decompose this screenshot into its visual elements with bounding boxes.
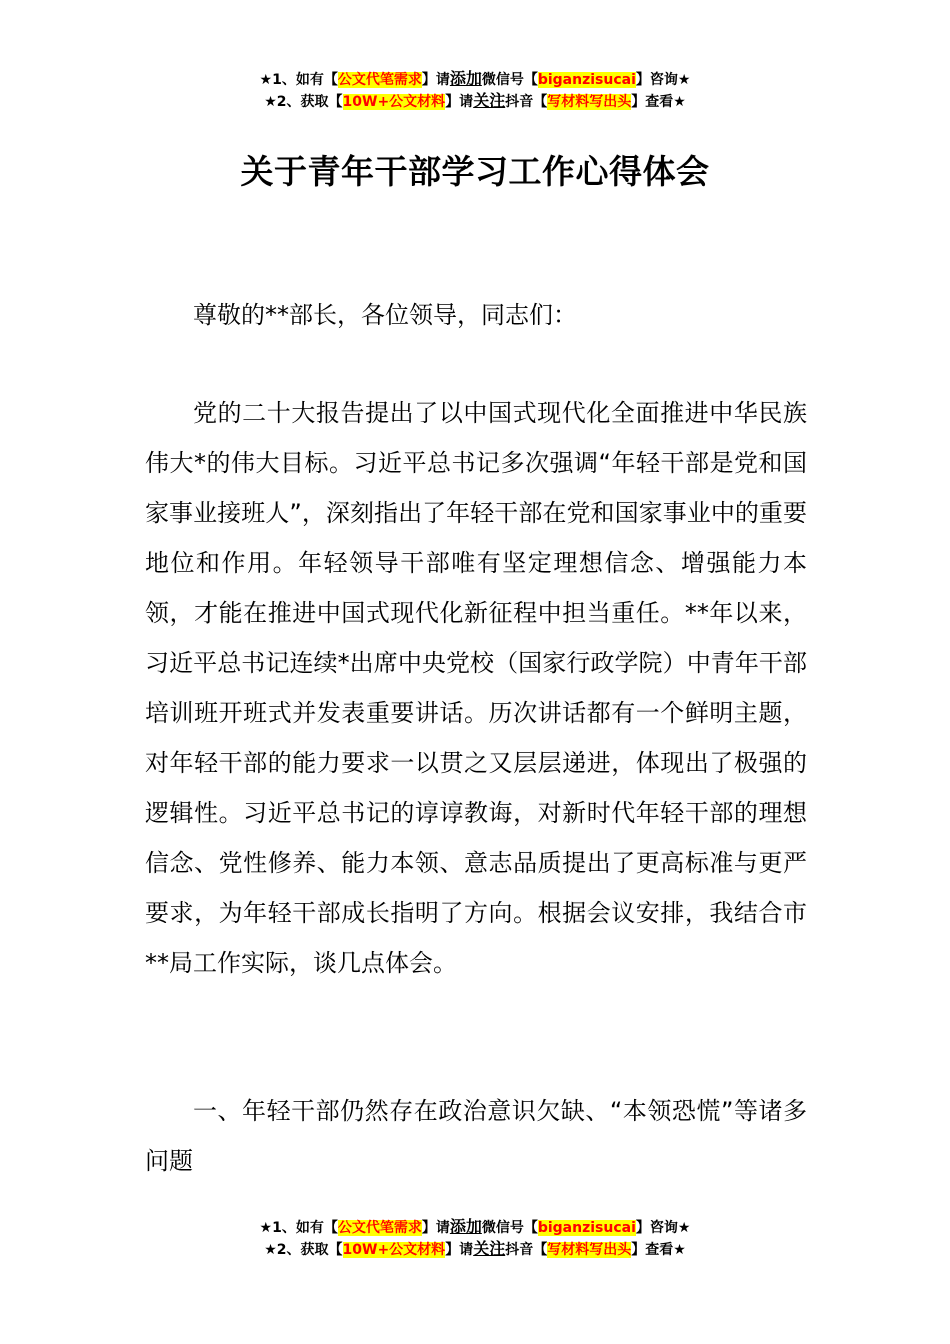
banner-underline: 关注	[473, 91, 506, 110]
banner-text: 抖音【	[505, 1242, 548, 1258]
banner-highlight: 公文代笔需求	[337, 72, 422, 88]
bottom-banner	[0, 1216, 950, 1260]
banner-line-1	[0, 1216, 950, 1238]
salutation-text: 尊敬的**部长，各位领导，同志们：	[193, 301, 577, 329]
banner-line-2	[0, 90, 950, 112]
paragraph-1	[145, 388, 807, 988]
banner-text: 】请	[445, 94, 474, 110]
banner-underline: 关注	[473, 1239, 506, 1258]
banner-text: ★2、获取【	[264, 94, 343, 110]
banner-highlight: 写材料写出头	[547, 94, 632, 110]
banner-text: 】查看★	[631, 94, 686, 110]
banner-highlight: biganzisucai	[537, 72, 636, 88]
banner-text: 】请	[421, 1220, 450, 1236]
banner-highlight: 10W+公文材料	[342, 1242, 446, 1258]
banner-text: 】咨询★	[635, 72, 691, 88]
banner-text: 微信号【	[481, 72, 538, 88]
section-heading-1	[145, 1086, 807, 1186]
banner-text: 】咨询★	[635, 1220, 691, 1236]
banner-text: ★1、如有【	[259, 72, 338, 88]
banner-highlight: 公文代笔需求	[337, 1220, 422, 1236]
banner-text: ★2、获取【	[264, 1242, 343, 1258]
banner-underline: 添加	[449, 69, 482, 88]
banner-text: 】请	[445, 1242, 474, 1258]
salutation	[145, 290, 807, 340]
banner-highlight: 写材料写出头	[547, 1242, 632, 1258]
banner-highlight: 10W+公文材料	[342, 94, 446, 110]
banner-text: 】查看★	[631, 1242, 686, 1258]
top-banner	[0, 68, 950, 112]
banner-text: 】请	[421, 72, 450, 88]
banner-text: 抖音【	[505, 94, 548, 110]
banner-line-1	[0, 68, 950, 90]
banner-text: 微信号【	[481, 1220, 538, 1236]
section-heading-text: 一、年轻干部仍然存在政治意识欠缺、“本领恐慌”等诸多问题	[145, 1097, 807, 1175]
paragraph-text: 党的二十大报告提出了以中国式现代化全面推进中华民族伟大*的伟大目标。习近平总书记多次强调“年轻干部是党和国家事业接班人”，深刻指出了年轻干部在党和国家事业中的重要地位和作用。年轻领导干部唯有坚定理想信念、增强能力本领，才能在推进中国式现代化新征程中担当重任。**年以来，习近平总书记连续*出席中央党校（国家行政学院）中青年干部培训班开班式并发表重要讲话。历次讲话都有一个鲜明主题，对年轻干部的能力要求一以贯之又层层递进，体现出了极强的逻辑性。习近平总书记的谆谆教诲，对新时代年轻干部的理想信念、党性修养、能力本领、意志品质提出了更高标准与更严要求，为年轻干部成长指明了方向。根据会议安排，我结合市**局工作实际，谈几点体会。	[145, 399, 807, 977]
document-title: 关于青年干部学习工作心得体会	[240, 152, 710, 191]
banner-highlight: biganzisucai	[537, 1220, 636, 1236]
banner-line-2	[0, 1238, 950, 1260]
banner-underline: 添加	[449, 1217, 482, 1236]
banner-text: ★1、如有【	[259, 1220, 338, 1236]
